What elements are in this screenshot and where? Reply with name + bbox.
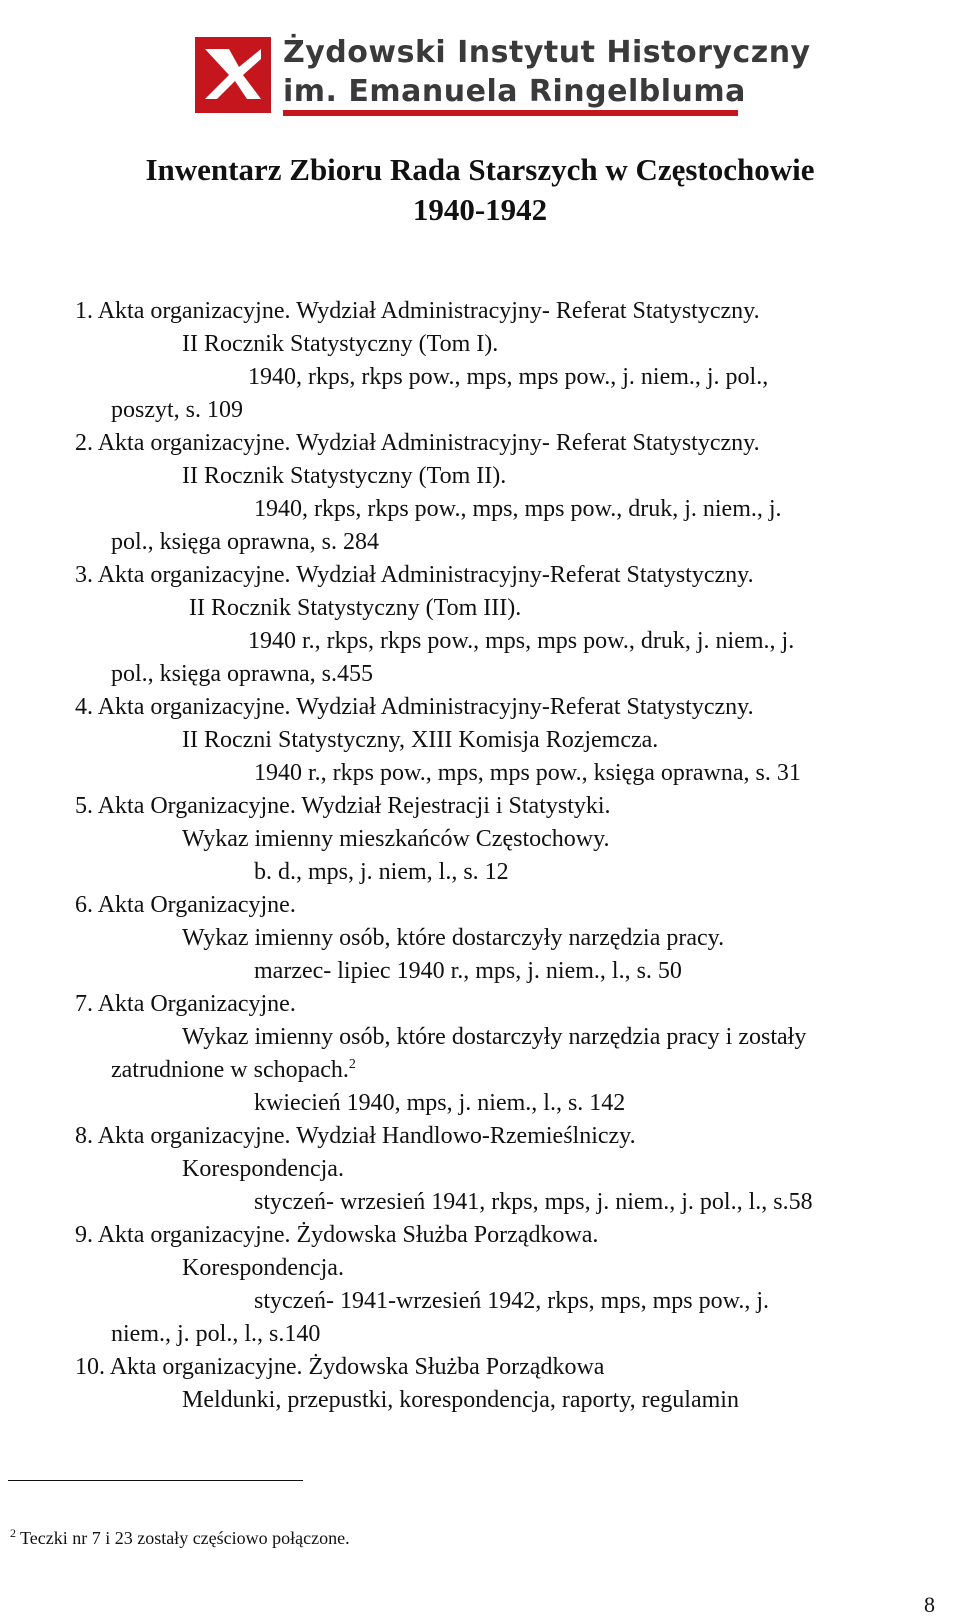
entry-8-description: Korespondencja. (182, 1156, 344, 1182)
entry-4-heading (75, 692, 754, 722)
entry-1-details: 1940, rkps, rkps pow., mps, mps pow., j. niem., j. pol., (248, 364, 769, 390)
entry-3-details-cont: pol., księga oprawna, s.455 (111, 661, 373, 687)
entry-4-details: 1940 r., rkps pow., mps, mps pow., księga oprawna, s. 31 (254, 760, 801, 786)
logo-line-2: im. Emanuela Ringelbluma (283, 74, 746, 109)
entry-8-heading (75, 1121, 636, 1151)
entry-4-description: II Roczni Statystyczny, XIII Komisja Rozjemcza. (182, 727, 659, 753)
page-number: 8 (924, 1592, 935, 1617)
entry-9-description: Korespondencja. (182, 1255, 344, 1281)
institute-emblem-icon (195, 37, 271, 113)
entry-10-description: Meldunki, przepustki, korespondencja, raporty, regulamin (182, 1387, 739, 1413)
entry-2-heading (75, 428, 760, 458)
entry-5-description: Wykaz imienny mieszkańców Częstochowy. (182, 826, 610, 852)
emblem-graphic (195, 37, 271, 113)
entry-7-details: kwiecień 1940, mps, j. niem., l., s. 142 (254, 1090, 626, 1116)
entry-number: 1. (75, 298, 93, 324)
entry-1-heading (75, 296, 760, 326)
document-title (0, 150, 960, 230)
footnote-text: Teczki nr 7 i 23 zostały częściowo połączone. (20, 1528, 350, 1548)
entry-heading-text: Akta Organizacyjne. (97, 991, 296, 1017)
entry-number: 8. (75, 1123, 93, 1149)
entry-2-details-cont: pol., księga oprawna, s. 284 (111, 529, 379, 555)
entry-9-details-cont: niem., j. pol., l., s.140 (111, 1321, 321, 1347)
entry-heading-text: Akta organizacyjne. Wydział Administracyjny- Referat Statystyczny. (97, 298, 760, 324)
entry-heading-text: Akta Organizacyjne. (97, 892, 296, 918)
entry-number: 10. (75, 1354, 105, 1380)
entry-heading-text: Akta organizacyjne. Wydział Administracyjny-Referat Statystyczny. (97, 694, 754, 720)
entry-3-heading (75, 560, 754, 590)
entry-1-description: II Rocznik Statystyczny (Tom I). (182, 331, 499, 357)
entry-number: 5. (75, 793, 93, 819)
entry-8-details: styczeń- wrzesień 1941, rkps, mps, j. niem., j. pol., l., s.58 (254, 1189, 813, 1215)
logo-underline (283, 110, 738, 116)
entry-5-details: b. d., mps, j. niem, l., s. 12 (254, 859, 509, 885)
entry-9-details: styczeń- 1941-wrzesień 1942, rkps, mps, mps pow., j. (254, 1288, 770, 1314)
entry-2-details: 1940, rkps, rkps pow., mps, mps pow., druk, j. niem., j. (254, 496, 782, 522)
logo-line-1: Żydowski Instytut Historyczny (283, 35, 811, 70)
entry-10-heading (75, 1352, 604, 1382)
title-line-1: Inwentarz Zbioru Rada Starszych w Częstochowie (145, 152, 815, 187)
entry-5-heading (75, 791, 611, 821)
footnote-reference[interactable]: 2 (348, 1057, 356, 1072)
footnote (10, 1527, 350, 1549)
entry-7-description-text: zatrudnione w schopach. (111, 1057, 349, 1083)
entry-6-heading (75, 890, 296, 920)
entry-heading-text: Akta organizacyjne. Żydowska Służba Porządkowa. (97, 1222, 599, 1248)
entry-number: 6. (75, 892, 93, 918)
entry-1-details-cont: poszyt, s. 109 (111, 397, 243, 423)
entry-number: 9. (75, 1222, 93, 1248)
institute-logo (195, 35, 811, 117)
entry-7-heading (75, 989, 296, 1019)
entry-7-description: Wykaz imienny osób, które dostarczyły narzędzia pracy i zostały (182, 1024, 807, 1050)
entry-3-description: II Rocznik Statystyczny (Tom III). (189, 595, 522, 621)
entry-9-heading (75, 1220, 598, 1250)
title-line-2: 1940-1942 (412, 192, 548, 227)
entry-number: 4. (75, 694, 93, 720)
entry-number: 2. (75, 430, 93, 456)
entry-heading-text: Akta organizacyjne. Wydział Handlowo-Rzemieślniczy. (97, 1123, 636, 1149)
entry-2-description: II Rocznik Statystyczny (Tom II). (182, 463, 507, 489)
entry-6-description: Wykaz imienny osób, które dostarczyły narzędzia pracy. (182, 925, 725, 951)
entry-heading-text: Akta organizacyjne. Żydowska Służba Porządkowa (109, 1354, 605, 1380)
entry-heading-text: Akta Organizacyjne. Wydział Rejestracji i Statystyki. (97, 793, 611, 819)
entry-heading-text: Akta organizacyjne. Wydział Administracyjny- Referat Statystyczny. (97, 430, 760, 456)
footnote-mark: 2 (10, 1526, 16, 1540)
entry-heading-text: Akta organizacyjne. Wydział Administracyjny-Referat Statystyczny. (97, 562, 754, 588)
entry-3-details: 1940 r., rkps, rkps pow., mps, mps pow., druk, j. niem., j. (248, 628, 795, 654)
footnote-separator (8, 1480, 303, 1481)
entry-6-details: marzec- lipiec 1940 r., mps, j. niem., l., s. 50 (254, 958, 682, 984)
entry-number: 3. (75, 562, 93, 588)
entry-number: 7. (75, 991, 93, 1017)
entry-7-description-cont (111, 1055, 356, 1085)
